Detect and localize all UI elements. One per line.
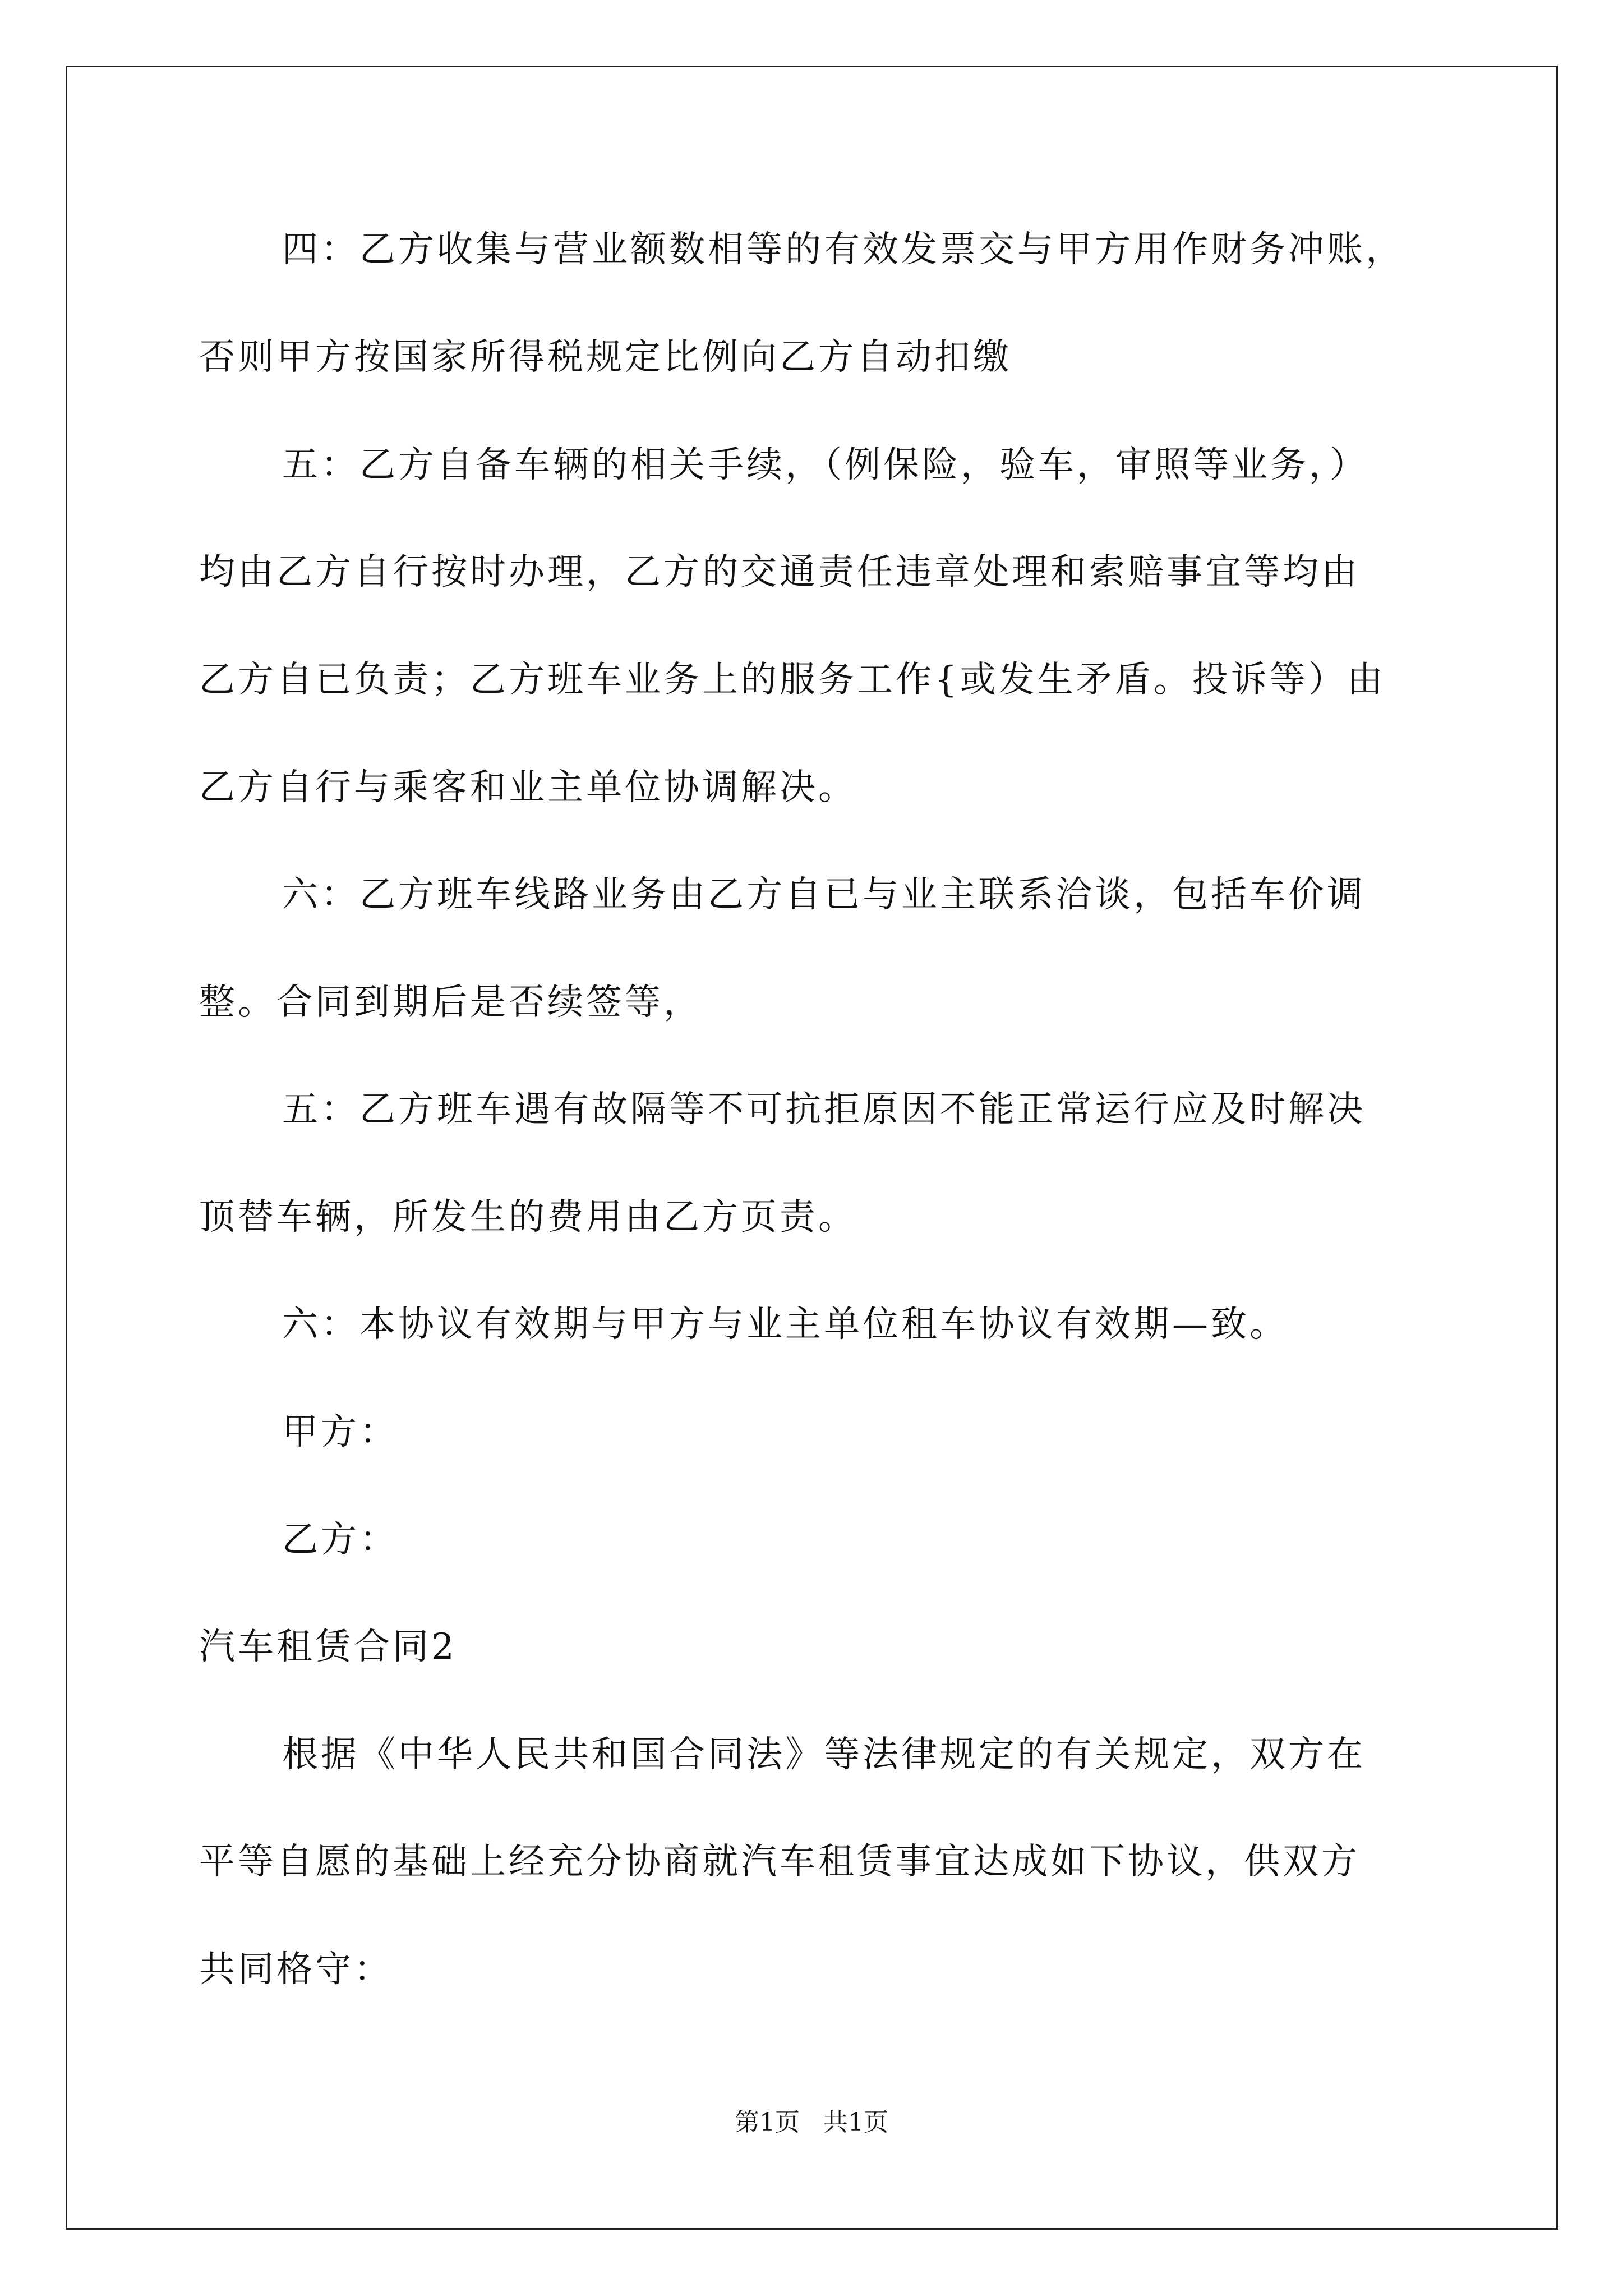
preamble-line-2: 平等自愿的基础上经充分协商就汽车租赁事宜达成如下协议，供双方 [199, 1841, 1360, 1883]
page-border [66, 66, 1558, 2230]
clause-4-line-1: 四：乙方收集与营业额数相等的有效发票交与甲方用作财务冲账， [282, 229, 1404, 270]
party-a-label: 甲方： [282, 1411, 398, 1453]
clause-5b-line-2: 顶替车辆，所发生的费用由乙方页责。 [199, 1197, 857, 1238]
clause-5-line-1: 五：乙方自备车辆的相关手续，（例保险，验车，审照等业务，） [282, 444, 1368, 486]
preamble-line-3: 共同格守： [199, 1949, 393, 1990]
page-footer: 第1页 共1页 [735, 2108, 888, 2137]
clause-5b-line-1: 五：乙方班车遇有故隔等不可抗拒原因不能正常运行应及时解决 [282, 1089, 1366, 1130]
clause-6b-line-1: 六：本协议有效期与甲方与业主单位租车协议有效期—致。 [282, 1304, 1288, 1345]
preamble-line-1: 根据《中华人民共和国合同法》等法律规定的有关规定，双方在 [282, 1734, 1366, 1775]
clause-5-line-3: 乙方自已负责；乙方班车业务上的服务工作{或发生矛盾。投诉等）由 [199, 659, 1386, 701]
clause-6-line-2: 整。合同到期后是否续签等， [199, 982, 702, 1023]
section-title: 汽车租赁合同2 [199, 1626, 457, 1668]
clause-5-line-4: 乙方自行与乘客和业主单位协调解决。 [199, 767, 857, 808]
clause-5-line-2: 均由乙方自行按时办理，乙方的交通责任违章处理和索赔事宜等均由 [199, 551, 1360, 593]
clause-4-line-2: 否则甲方按国家所得税规定比例向乙方自动扣缴 [199, 337, 1012, 378]
clause-6-line-1: 六：乙方班车线路业务由乙方自已与业主联系洽谈，包括车价调 [282, 874, 1366, 915]
party-b-label: 乙方： [282, 1519, 398, 1561]
